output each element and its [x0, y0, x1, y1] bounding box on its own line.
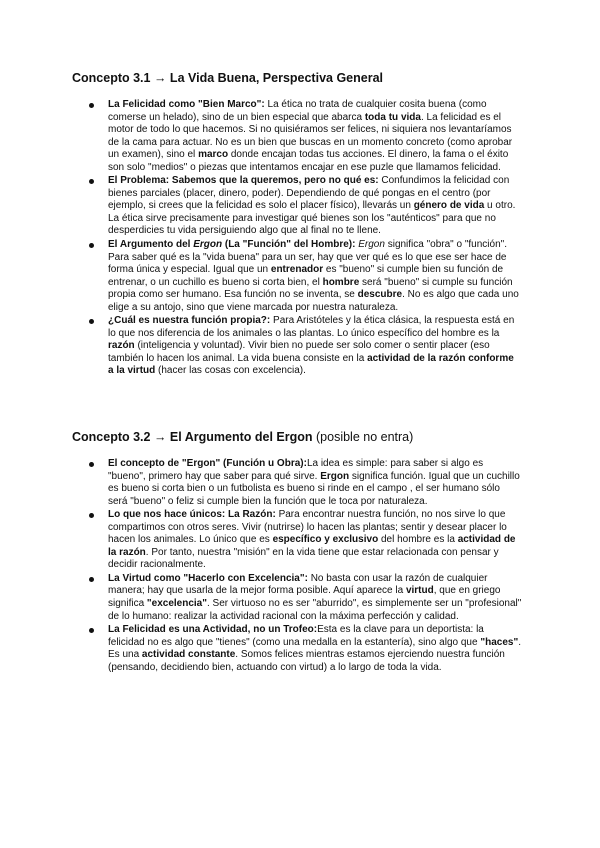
- item-text: Esta es la clave para un deportista: la felicidad no es algo que "tienes" (como una medalla en la estantería), sino algo que: [108, 624, 484, 648]
- item-heading: La Virtud como "Hacerlo con Excelencia":: [108, 572, 308, 584]
- list-item: [89, 315, 522, 378]
- item-emphasis: razón: [108, 340, 135, 352]
- item-heading: Lo que nos hace únicos: La Razón:: [108, 509, 276, 521]
- item-italic: Ergon: [355, 239, 385, 251]
- item-text: . Por tanto, nuestra "misión" en la vida tiene que estar relacionada con pensar y decidir racionalmente.: [108, 546, 499, 571]
- item-heading: La Felicidad es una Actividad, no un Trofeo:: [108, 624, 318, 636]
- item-emphasis: hombre: [322, 276, 360, 288]
- item-heading: La Felicidad como "Bien Marco":: [108, 99, 265, 110]
- item-text: . Es una: [108, 636, 521, 661]
- item-text: significa función. Igual que un cuchillo es bueno si corta bien o un futbolista es bueno si rinde en el campo , el ser humano sólo será "bueno" o feliz si cumple bien la función que le toca por naturaleza.: [108, 470, 520, 507]
- section-2-title-text: Concepto 3.2 → El Argumento del Ergon: [72, 430, 313, 444]
- item-heading-part: (La "Función" del Hombre):: [222, 239, 356, 251]
- item-text: La ética no trata de cualquier cosita buena (como comerse un helado), sino de un bien especial que abarca: [108, 99, 487, 123]
- item-emphasis: actividad de la razón: [108, 534, 516, 558]
- list-item: [89, 99, 522, 174]
- section-2-subtitle: (posible no entra): [312, 430, 414, 444]
- section-2-title: [72, 429, 542, 445]
- item-text: es "bueno" si cumple bien su función de entrenar, o un cuchillo es bueno si corta bien, el: [108, 264, 504, 288]
- item-heading: El Problema: Sabemos que la queremos, pero no qué es:: [108, 175, 379, 187]
- item-text: (inteligencia y voluntad). Vivir bien no puede ser solo comer o sentir placer (eso también lo hacen los animal. La vida buena consiste en la: [108, 340, 490, 364]
- item-text: del hombre es la: [378, 534, 458, 546]
- section-1-title: [72, 70, 542, 86]
- item-text: significa "obra" o "función". Para saber qué es la "vida buena" para un ser, hay que ver qué es lo que ese ser hace de forma única y especial. Igual que un: [108, 239, 507, 276]
- section-1-list: [89, 99, 522, 379]
- item-text: donde encajan todas tus acciones. El dinero, la fama o el éxito son solo "medios" o piezas que intentamos encajar en ese puzle que llamamos felicidad.: [108, 149, 509, 173]
- item-emphasis: marco: [198, 149, 229, 161]
- item-emphasis: Ergon: [320, 470, 350, 482]
- item-text: . Ser virtuoso no es ser "aburrido", es simplemente ser un "profesional" de lo humano: realizar la actividad racional con la máxima perfección y calidad.: [108, 598, 522, 622]
- list-item: [89, 239, 522, 314]
- item-emphasis: virtud: [405, 585, 434, 597]
- item-emphasis: entrenador: [270, 264, 324, 276]
- item-text: , que en griego significa: [108, 585, 501, 610]
- list-item: [89, 624, 522, 674]
- item-text: . No es algo que cada uno elige a su antojo, sino que viene marcada por nuestra naturaleza.: [108, 289, 519, 313]
- item-text: Para Aristóteles y la ética clásica, la respuesta está en lo que nos diferencia de los animales o las plantas. Lo único específico del hombre es la: [108, 315, 515, 339]
- list-item: [89, 509, 522, 572]
- list-item: [89, 458, 522, 508]
- item-text: u otro. La ética sirve precisamente para investigar qué bienes son los "auténticos" para que no desperdicies tu vida persiguiendo algo que al final no te llene.: [108, 200, 516, 237]
- item-emphasis: "haces": [480, 636, 519, 648]
- item-emphasis: actividad constante: [141, 649, 236, 661]
- item-heading: [108, 239, 355, 250]
- item-text: . Somos felices mientras estamos ejerciendo nuestra función (pensando, decidiendo bien, actuando con virtud) a lo largo de toda la vida.: [108, 649, 505, 673]
- section-1-title-text: Concepto 3.1 → La Vida Buena, Perspectiva General: [72, 71, 383, 85]
- item-text: . La felicidad es el motor de todo lo que hacemos. Si no quisiéramos ser felices, ni siquiera nos levantaríamos de la cama para actuar. No es un bien que buscas en un momento concreto (como aprobar un examen), sino el: [108, 111, 513, 161]
- section-2-list: [89, 458, 522, 675]
- item-text: Confundimos la felicidad con bienes parciales (placer, dinero, poder). Dependiendo de qué pongas en el centro (por ejemplo, si crees que la felicidad es solo el placer físico), llevarás un: [108, 175, 510, 212]
- item-emphasis: toda tu vida: [364, 111, 421, 123]
- item-heading: El concepto de "Ergon" (Función u Obra):: [108, 458, 307, 469]
- item-text: La idea es simple: para saber si algo es "bueno", primero hay que saber para qué sirve.: [108, 458, 484, 482]
- item-emphasis: específico y exclusivo: [272, 534, 379, 546]
- item-text: (hacer las cosas con excelencia).: [155, 365, 306, 377]
- item-text: será "bueno" si cumple su función propia como ser humano. Esa función no se inventa, se: [108, 276, 513, 301]
- list-item: [89, 573, 522, 623]
- item-heading: ¿Cuál es nuestra función propia?:: [108, 315, 271, 327]
- item-emphasis: género de vida: [413, 200, 485, 212]
- item-text: Para encontrar nuestra función, no nos sirve lo que compartimos con otros seres. Vivir (nutrirse) lo hacen las plantas; sentir y desear placer lo hacen los animales. Lo único que es: [108, 509, 507, 546]
- item-emphasis: descubre: [357, 289, 403, 301]
- item-emphasis: actividad de la razón conforme a la virtud: [108, 352, 514, 377]
- item-text: No basta con usar la razón de cualquier manera; hay que usarla de la mejor forma posible. Aquí aparece la: [108, 572, 488, 597]
- list-item: [89, 175, 522, 238]
- item-heading-italic: Ergon: [193, 239, 223, 251]
- item-emphasis: "excelencia": [146, 598, 207, 610]
- item-heading-part: El Argumento del: [108, 239, 194, 251]
